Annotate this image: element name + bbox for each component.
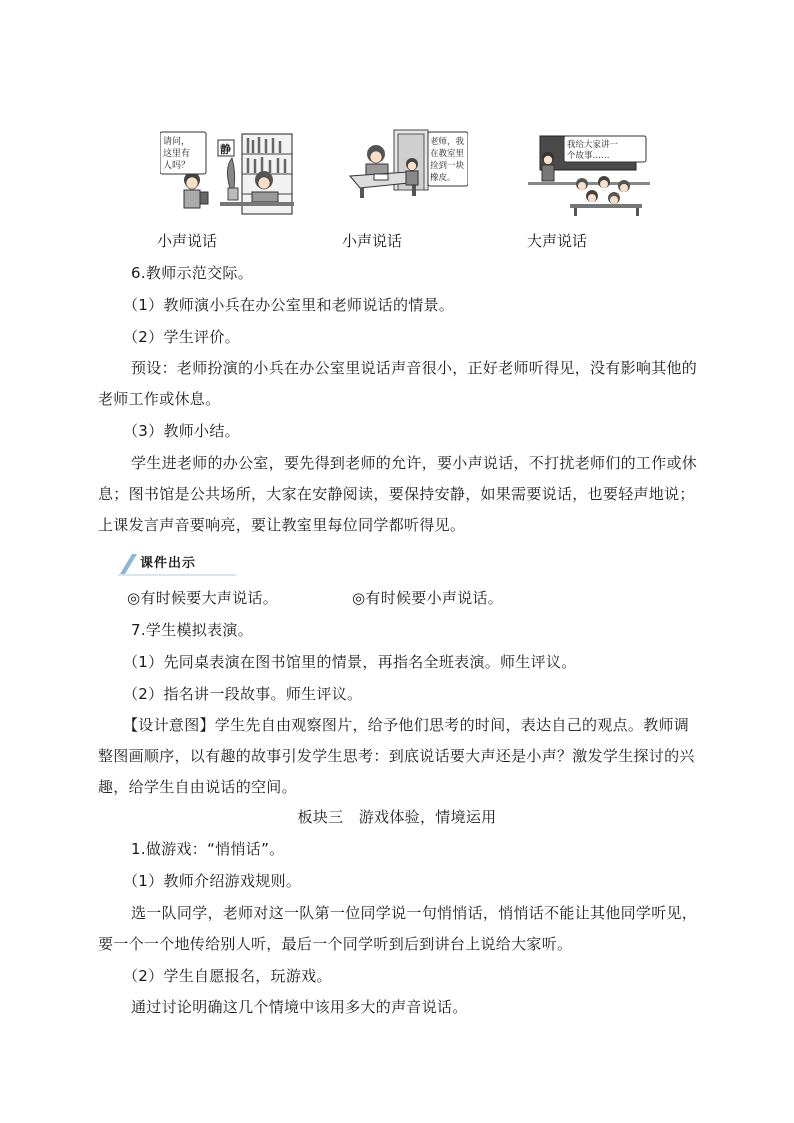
- paragraph-line: 趣，给学生自由说话的空间。: [98, 778, 297, 796]
- quiet-sign-text: 静: [220, 143, 231, 156]
- paragraph-line: 要一个一个地传给别人听，最后一个同学听到后到讲台上说给大家听。: [98, 935, 573, 953]
- svg-text:请问， 这里有 人吗？: [163, 135, 193, 171]
- paragraph-line: 上课发言声音要响亮，要让教室里每位同学都听得见。: [98, 516, 466, 534]
- paragraph-line: （1）教师介绍游戏规则。: [123, 872, 302, 890]
- paragraph-line: （3）教师小结。: [123, 422, 240, 440]
- bubble-line: 我给大家讲一: [567, 140, 619, 150]
- paragraph-line: （1）先同桌表演在图书馆里的情景，再指名全班表演。师生评议。: [123, 653, 577, 671]
- bubble-line: 请问，: [163, 137, 191, 147]
- paragraph-line: 通过讨论明确这几个情境中该用多大的声音说话。: [131, 998, 468, 1016]
- step-heading: 1.做游戏：“悄悄话”。: [131, 840, 285, 858]
- paragraph-line: （1）教师演小兵在办公室里和老师说话的情景。: [123, 296, 455, 314]
- paragraph-line: （2）学生评价。: [123, 328, 240, 346]
- section-heading: 板块三 游戏体验，情境运用: [297, 808, 497, 826]
- illustration-caption: 小声说话: [157, 232, 218, 250]
- bubble-line: 个故事……: [567, 151, 610, 161]
- office-illustration: [346, 128, 468, 200]
- paragraph-line: 老师工作或休息。: [98, 390, 221, 408]
- library-illustration: [160, 128, 296, 218]
- bubble-line: 在教室里: [430, 149, 465, 159]
- bubble-line: 捡到一块: [430, 161, 465, 171]
- courseware-badge: [118, 552, 238, 576]
- paragraph-line: （2）指名讲一段故事。师生评议。: [123, 685, 363, 703]
- step-heading: 6.教师示范交际。: [131, 264, 254, 282]
- illustration-caption: 小声说话: [342, 232, 403, 250]
- paragraph-line: 选一队同学，老师对这一队第一位同学说一句悄悄话，悄悄话不能让其他同学听见，: [131, 904, 698, 922]
- bubble-line: 橡皮。: [430, 173, 456, 183]
- paragraph-line: 息；图书馆是公共场所，大家在安静阅读，要保持安静，如果需要说话，也要轻声地说；: [98, 485, 695, 503]
- illustration-caption: 大声说话: [527, 232, 588, 250]
- show-item: ◎有时候要大声说话。: [127, 589, 279, 607]
- show-item: ◎有时候要小声说话。: [352, 589, 504, 607]
- paragraph-line: 整图画顺序，以有趣的故事引发学生思考：到底说话要大声还是小声？激发学生探讨的兴: [98, 747, 695, 765]
- bubble-line: 这里有: [163, 149, 191, 159]
- bubble-line: 老师，我: [430, 137, 465, 147]
- badge-label: 课件出示: [140, 556, 197, 571]
- paragraph-line: 预设：老师扮演的小兵在办公室里说话声音很小，正好老师听得见，没有影响其他的: [131, 359, 698, 377]
- bubble-line: 人吗？: [163, 161, 191, 171]
- classroom-illustration: [524, 132, 654, 216]
- step-heading: 7.学生模拟表演。: [131, 621, 254, 639]
- paragraph-line: （2）学生自愿报名，玩游戏。: [123, 967, 332, 985]
- paragraph-line: 学生进老师的办公室，要先得到老师的允许，要小声说话，不打扰老师们的工作或休: [131, 454, 698, 472]
- paragraph-line: 【设计意图】学生先自由观察图片，给予他们思考的时间，表达自己的观点。教师调: [123, 716, 690, 734]
